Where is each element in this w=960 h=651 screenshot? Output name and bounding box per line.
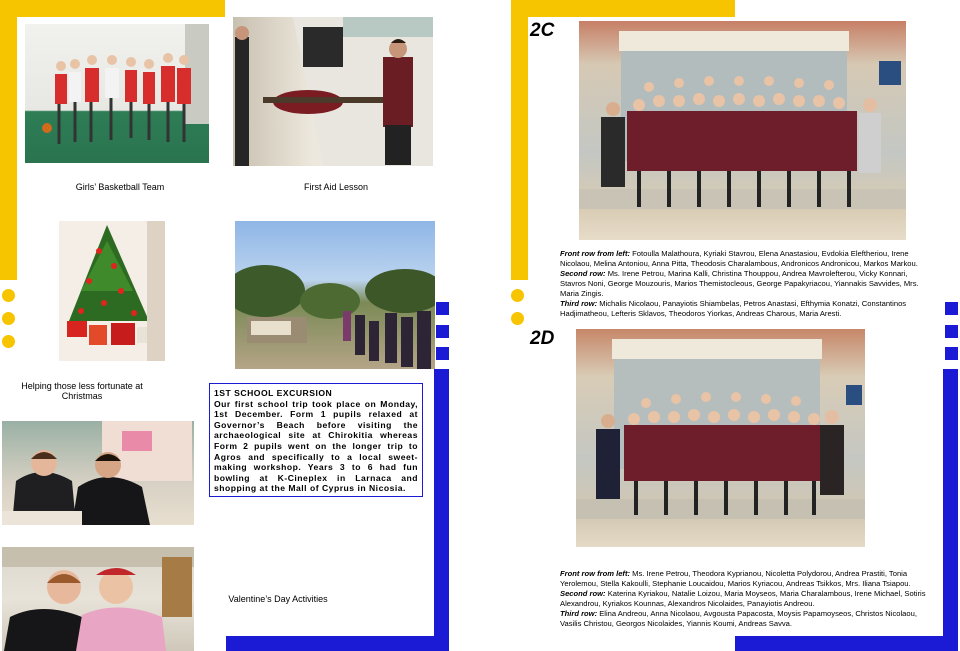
yellow-dot (2, 289, 15, 302)
yellow-dot (2, 312, 15, 325)
class-2c-second-row (560, 269, 930, 299)
front-row-names: Ms. Irene Petrou, Theodora Kyprianou, Nicoletta Polydorou, Andrea Prastiti, Tonia Yerolemou, Stella Kakoulli, Stephanie Loucaidou, Marios Kyriacou, Andreas Tsikkos, Mrs. Iliana Tsiapou. (560, 569, 911, 588)
yellow-frame-top-left (0, 0, 225, 17)
second-row-names: Ms. Irene Petrou, Marina Kalli, Christina Thouppou, Andrea Mavrolefterou, Vicky Konnari, Stavros Noni, George Mouzouris, Marios Themistocleous, George Papakyriacou, Yiannakis Savvides, Mrs. Maria Zingis. (560, 269, 919, 298)
school-excursion-box (209, 383, 423, 497)
yellow-dot (511, 312, 524, 325)
third-row-label: Third row: (560, 299, 598, 308)
yellow-dot (511, 289, 524, 302)
class-2d-group-photo (576, 329, 865, 547)
third-row-names: Elina Andreou, Anna Nicolaou, Avgousta Papacosta, Moysis Papamoyseos, Christos Nicolaou, Vasilis Christou, Georgos Nicolaides, Yiannis Koumi, Andreas Savva. (560, 609, 917, 628)
blue-square (436, 325, 449, 338)
basketball-team-photo (25, 24, 209, 163)
class-2d-front-row (560, 569, 930, 589)
class-2d-second-row (560, 589, 930, 609)
caption-basketball: Girls’ Basketball Team (75, 182, 165, 192)
front-row-label: Front row from left: (560, 569, 631, 578)
second-row-label: Second row: (560, 589, 606, 598)
yellow-frame-top-right (511, 0, 735, 17)
class-2c-third-row (560, 299, 930, 319)
blue-square (945, 325, 958, 338)
students-workshop-photo (2, 421, 194, 525)
first-aid-photo (233, 17, 433, 166)
class-2d-third-row (560, 609, 930, 629)
class-2c-names (560, 249, 930, 319)
yellow-dot (2, 335, 15, 348)
third-row-names: Michalis Nicolaou, Panayiotis Shiambelas, Petros Anastasi, Efthymia Konatzi, Constantinos Hadjimatheou, Lefteris Sklavos, Theodoros Yiorkas, Andreas Charous, Maria Aresti. (560, 299, 907, 318)
class-2c-front-row (560, 249, 930, 269)
blue-frame-bottom (226, 636, 449, 651)
front-row-label: Front row from left: (560, 249, 631, 258)
class-2c-group-photo (579, 21, 906, 240)
yellow-frame-left-right-page (511, 0, 528, 280)
yellow-frame-left (0, 0, 17, 280)
christmas-tree-photo (59, 221, 165, 361)
caption-first-aid: First Aid Lesson (303, 182, 369, 192)
caption-valentine: Valentine’s Day Activities (228, 594, 328, 604)
blue-frame-right (434, 369, 449, 651)
class-2d-heading: 2D (530, 328, 555, 349)
valentines-day-photo (2, 547, 194, 651)
blue-frame-right-page-edge (943, 369, 958, 651)
second-row-names: Katerina Kyriakou, Natalie Loizou, Maria Moyseos, Maria Charalambous, Irene Michael, Sotiris Alexandrou, Kyriakos Kounnas, Alexandros Nicolaides, Panayiotis Andreou. (560, 589, 926, 608)
blue-frame-bottom-right (735, 636, 958, 651)
blue-square (436, 302, 449, 315)
class-2c-heading: 2C (530, 20, 555, 41)
excursion-title: 1ST SCHOOL EXCURSION (214, 388, 333, 398)
blue-square (945, 302, 958, 315)
blue-square (945, 347, 958, 360)
front-row-names: Fotoulla Malathoura, Kyriaki Stavrou, Elena Anastasiou, Evdokia Eleftheriou, Irene Nicolaou, Melina Antoniou, Anna Pitta, Theodosis Charalambous, Andronicos Andronicou, Markos Markou. (560, 249, 918, 268)
school-excursion-photo (235, 221, 435, 369)
caption-christmas: Helping those less fortunate at Christmas (21, 381, 143, 401)
third-row-label: Third row: (560, 609, 598, 618)
blue-square (436, 347, 449, 360)
second-row-label: Second row: (560, 269, 606, 278)
excursion-body: Our first school trip took place on Monday, 1st December. Form 1 pupils relaxed at Governor’s Beach before visiting the archaeological site at Chirokitia whereas Form 2 pupils went on the longer trip to Agros and specifically to a local sweet-making workshop. Years 3 to 6 had fun bowling at K-Cineplex in Larnaca and shopping at the Mall of Cyprus in Nicosia. (214, 398, 418, 494)
class-2d-names (560, 569, 930, 629)
